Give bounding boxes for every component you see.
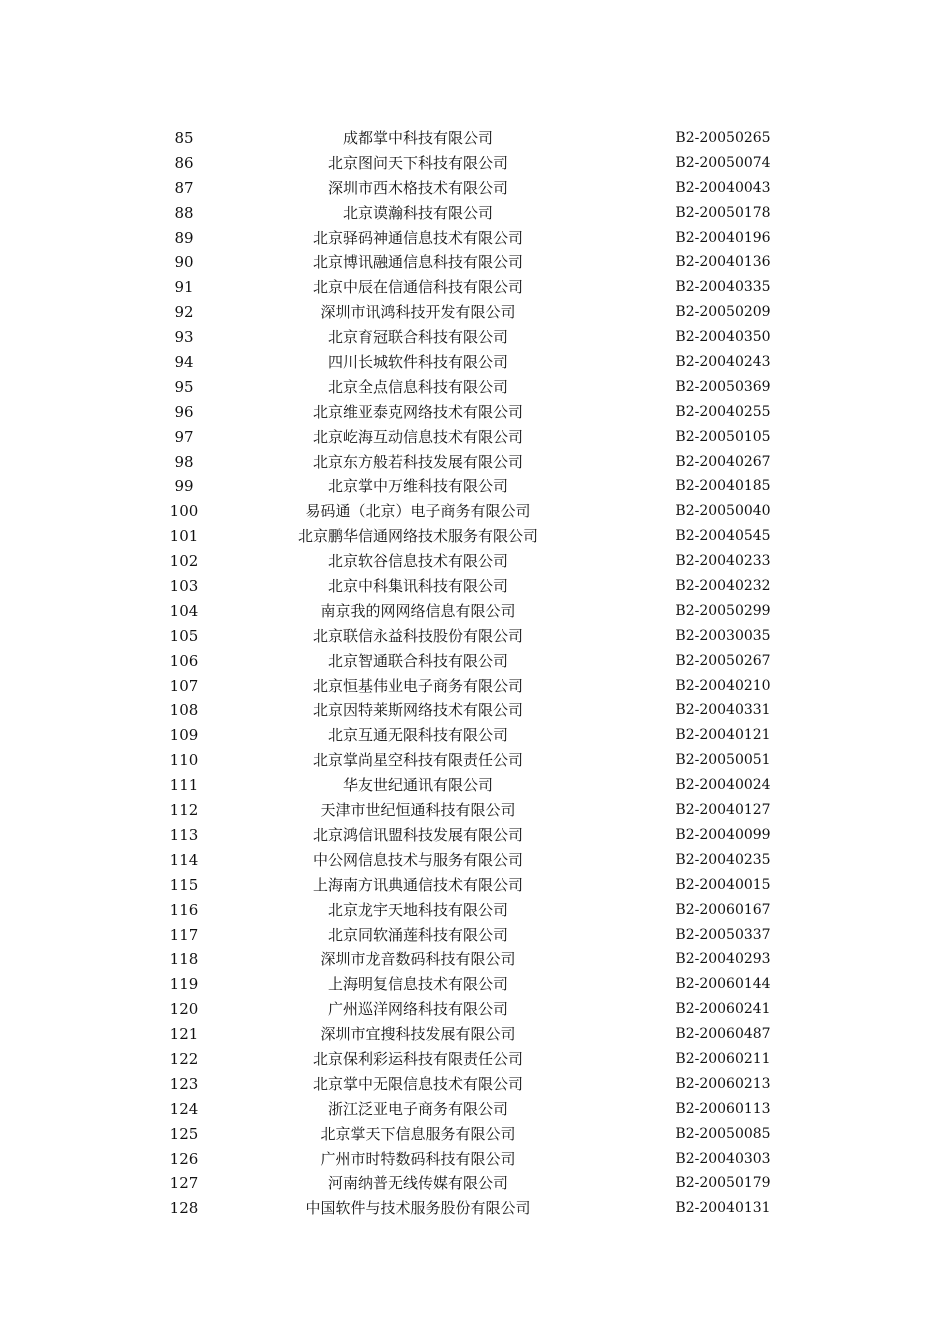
row-number: 127 xyxy=(169,1174,199,1193)
company-name: 北京驿码神通信息技术有限公司 xyxy=(312,228,523,247)
license-code: B2-20040131 xyxy=(675,1200,771,1217)
table-row xyxy=(0,250,950,275)
row-number: 116 xyxy=(169,900,199,919)
company-name: 北京育冠联合科技有限公司 xyxy=(327,328,508,347)
company-name: 北京互通无限科技有限公司 xyxy=(327,726,508,745)
company-name: 广州市时特数码科技有限公司 xyxy=(320,1149,516,1168)
row-number: 107 xyxy=(169,676,199,695)
company-name: 北京智通联合科技有限公司 xyxy=(327,651,508,670)
license-code: B2-20030035 xyxy=(675,627,771,644)
company-name: 成都掌中科技有限公司 xyxy=(342,129,493,147)
row-number: 100 xyxy=(169,502,199,521)
license-code: B2-20050040 xyxy=(675,503,771,520)
company-name: 北京因特莱斯网络技术有限公司 xyxy=(312,701,523,720)
row-number: 121 xyxy=(169,1025,199,1044)
license-code: B2-20050051 xyxy=(675,752,771,769)
company-name: 北京屹海互动信息技术有限公司 xyxy=(312,427,523,446)
license-code: B2-20040335 xyxy=(675,279,771,296)
table-row xyxy=(0,947,950,972)
license-code: B2-20060211 xyxy=(675,1050,771,1067)
row-number: 110 xyxy=(169,751,199,770)
company-name: 北京掌天下信息服务有限公司 xyxy=(320,1124,516,1143)
table-row xyxy=(0,823,950,848)
license-code: B2-20050178 xyxy=(675,204,771,221)
row-number: 119 xyxy=(169,975,199,994)
license-code: B2-20040099 xyxy=(675,826,771,843)
row-number: 87 xyxy=(174,178,194,197)
row-number: 126 xyxy=(169,1149,199,1168)
row-number: 92 xyxy=(174,303,194,322)
company-name: 北京东方般若科技发展有限公司 xyxy=(312,452,523,471)
company-name: 中公网信息技术与服务有限公司 xyxy=(312,850,523,869)
table-row xyxy=(0,474,950,499)
license-code: B2-20040293 xyxy=(675,951,771,968)
row-number: 128 xyxy=(169,1199,199,1218)
table-row xyxy=(0,300,950,325)
license-code: B2-20050085 xyxy=(675,1125,771,1142)
table-row xyxy=(0,624,950,649)
table-row xyxy=(0,1022,950,1047)
table-row xyxy=(0,425,950,450)
license-code: B2-20040303 xyxy=(675,1150,771,1167)
company-name: 广州巡洋网络科技有限公司 xyxy=(327,1000,508,1019)
license-code: B2-20060487 xyxy=(675,1026,771,1043)
table-row xyxy=(0,450,950,475)
license-code: B2-20040267 xyxy=(675,453,771,470)
row-number: 115 xyxy=(169,875,199,894)
license-code: B2-20040127 xyxy=(675,802,771,819)
license-code: B2-20040255 xyxy=(675,403,771,420)
company-name: 深圳市龙音数码科技有限公司 xyxy=(320,950,516,969)
table-row xyxy=(0,599,950,624)
license-code: B2-20050337 xyxy=(675,926,771,943)
row-number: 95 xyxy=(174,377,194,396)
row-number: 108 xyxy=(169,701,199,720)
license-code: B2-20060113 xyxy=(675,1100,771,1117)
table-row xyxy=(0,126,950,151)
company-name: 北京掌中万维科技有限公司 xyxy=(327,477,508,496)
row-number: 88 xyxy=(174,203,194,222)
row-number: 90 xyxy=(174,253,194,272)
table-row xyxy=(0,923,950,948)
company-name: 天津市世纪恒通科技有限公司 xyxy=(320,801,516,820)
company-name: 北京鹏华信通网络技术服务有限公司 xyxy=(297,527,538,546)
company-name: 浙江泛亚电子商务有限公司 xyxy=(327,1099,508,1118)
license-code: B2-20040136 xyxy=(675,254,771,271)
row-number: 112 xyxy=(169,801,199,820)
company-name: 北京图问天下科技有限公司 xyxy=(327,153,508,172)
company-name: 北京同软涌莲科技有限公司 xyxy=(327,925,508,944)
table-row xyxy=(0,275,950,300)
table-row xyxy=(0,350,950,375)
company-name: 北京全点信息科技有限公司 xyxy=(327,377,508,396)
table-row xyxy=(0,574,950,599)
row-number: 89 xyxy=(174,228,194,247)
company-name: 中国软件与技术服务股份有限公司 xyxy=(305,1199,531,1218)
row-number: 101 xyxy=(169,527,199,546)
table-row xyxy=(0,400,950,425)
license-code: B2-20040015 xyxy=(675,876,771,893)
row-number: 98 xyxy=(174,452,194,471)
company-name: 易码通（北京）电子商务有限公司 xyxy=(305,502,531,521)
row-number: 113 xyxy=(169,825,199,844)
license-code: B2-20060167 xyxy=(675,901,771,918)
row-number: 114 xyxy=(169,850,199,869)
license-code: B2-20050299 xyxy=(675,602,771,619)
row-number: 124 xyxy=(169,1099,199,1118)
company-name: 北京龙宇天地科技有限公司 xyxy=(327,900,508,919)
license-code: B2-20040235 xyxy=(675,851,771,868)
company-name: 北京恒基伟业电子商务有限公司 xyxy=(312,676,523,695)
license-code: B2-20060144 xyxy=(675,976,771,993)
license-code: B2-20040196 xyxy=(675,229,771,246)
table-row xyxy=(0,698,950,723)
license-code: B2-20060213 xyxy=(675,1075,771,1092)
table-row xyxy=(0,176,950,201)
license-code: B2-20040243 xyxy=(675,354,771,371)
license-code: B2-20040232 xyxy=(675,578,771,595)
license-code: B2-20050209 xyxy=(675,304,771,321)
table-row xyxy=(0,524,950,549)
table-row xyxy=(0,748,950,773)
company-name: 北京掌中无限信息技术有限公司 xyxy=(312,1074,523,1093)
company-name: 北京联信永益科技股份有限公司 xyxy=(312,626,523,645)
row-number: 86 xyxy=(174,153,194,172)
row-number: 111 xyxy=(169,776,199,795)
row-number: 91 xyxy=(174,278,194,297)
table-row xyxy=(0,201,950,226)
row-number: 118 xyxy=(169,950,199,969)
company-name: 北京博讯融通信息科技有限公司 xyxy=(312,253,523,272)
row-number: 103 xyxy=(169,577,199,596)
license-code: B2-20060241 xyxy=(675,1001,771,1018)
table-row xyxy=(0,1047,950,1072)
table-row xyxy=(0,873,950,898)
company-name: 河南纳普无线传媒有限公司 xyxy=(327,1174,508,1193)
company-name: 深圳市讯鸿科技开发有限公司 xyxy=(320,303,516,322)
row-number: 117 xyxy=(169,925,199,944)
license-code: B2-20050267 xyxy=(675,652,771,669)
table-row xyxy=(0,1122,950,1147)
row-number: 102 xyxy=(169,552,199,571)
row-number: 94 xyxy=(174,353,194,372)
row-number: 125 xyxy=(169,1124,199,1143)
table-row xyxy=(0,226,950,251)
table-row xyxy=(0,798,950,823)
table-row xyxy=(0,848,950,873)
table-row xyxy=(0,1097,950,1122)
license-code: B2-20040210 xyxy=(675,677,771,694)
company-name: 深圳市宜搜科技发展有限公司 xyxy=(320,1025,516,1044)
table-row xyxy=(0,972,950,997)
row-number: 109 xyxy=(169,726,199,745)
license-code: B2-20050074 xyxy=(675,154,771,171)
table-row xyxy=(0,997,950,1022)
company-name: 四川长城软件科技有限公司 xyxy=(327,353,508,372)
table-row xyxy=(0,1171,950,1196)
company-name: 深圳市西木格技术有限公司 xyxy=(327,178,508,197)
company-name: 北京掌尚星空科技有限责任公司 xyxy=(312,751,523,770)
company-name: 北京鸿信讯盟科技发展有限公司 xyxy=(312,825,523,844)
license-code: B2-20040043 xyxy=(675,179,771,196)
license-code: B2-20050369 xyxy=(675,378,771,395)
row-number: 122 xyxy=(169,1049,199,1068)
license-code: B2-20040545 xyxy=(675,528,771,545)
company-name: 华友世纪通讯有限公司 xyxy=(342,776,493,795)
license-code: B2-20040121 xyxy=(675,727,771,744)
table-row xyxy=(0,723,950,748)
table-row xyxy=(0,773,950,798)
license-code: B2-20040185 xyxy=(675,478,771,495)
row-number: 105 xyxy=(169,626,199,645)
table-row xyxy=(0,649,950,674)
table-row xyxy=(0,674,950,699)
license-code: B2-20050179 xyxy=(675,1175,771,1192)
license-code: B2-20050105 xyxy=(675,428,771,445)
row-number: 123 xyxy=(169,1074,199,1093)
license-code: B2-20040331 xyxy=(675,702,771,719)
license-code: B2-20040024 xyxy=(675,777,771,794)
row-number: 99 xyxy=(174,477,194,496)
company-name: 北京中科集讯科技有限公司 xyxy=(327,577,508,596)
company-name: 南京我的网网络信息有限公司 xyxy=(320,601,516,620)
row-number: 106 xyxy=(169,651,199,670)
license-code: B2-20050265 xyxy=(675,130,771,146)
company-name: 北京软谷信息技术有限公司 xyxy=(327,552,508,571)
row-number: 96 xyxy=(174,402,194,421)
table-row xyxy=(0,151,950,176)
table-row xyxy=(0,898,950,923)
row-number: 85 xyxy=(174,129,194,147)
company-license-list xyxy=(0,126,950,1221)
row-number: 104 xyxy=(169,601,199,620)
row-number: 93 xyxy=(174,328,194,347)
table-row xyxy=(0,1072,950,1097)
license-code: B2-20040233 xyxy=(675,553,771,570)
company-name: 上海明复信息技术有限公司 xyxy=(327,975,508,994)
table-row xyxy=(0,375,950,400)
company-name: 上海南方讯典通信技术有限公司 xyxy=(312,875,523,894)
company-name: 北京保利彩运科技有限责任公司 xyxy=(312,1049,523,1068)
table-row xyxy=(0,499,950,524)
table-row xyxy=(0,549,950,574)
table-row xyxy=(0,1147,950,1172)
table-row xyxy=(0,1196,950,1221)
company-name: 北京维亚泰克网络技术有限公司 xyxy=(312,402,523,421)
row-number: 97 xyxy=(174,427,194,446)
company-name: 北京中辰在信通信科技有限公司 xyxy=(312,278,523,297)
company-name: 北京谟瀚科技有限公司 xyxy=(342,203,493,222)
row-number: 120 xyxy=(169,1000,199,1019)
license-code: B2-20040350 xyxy=(675,329,771,346)
table-row xyxy=(0,325,950,350)
